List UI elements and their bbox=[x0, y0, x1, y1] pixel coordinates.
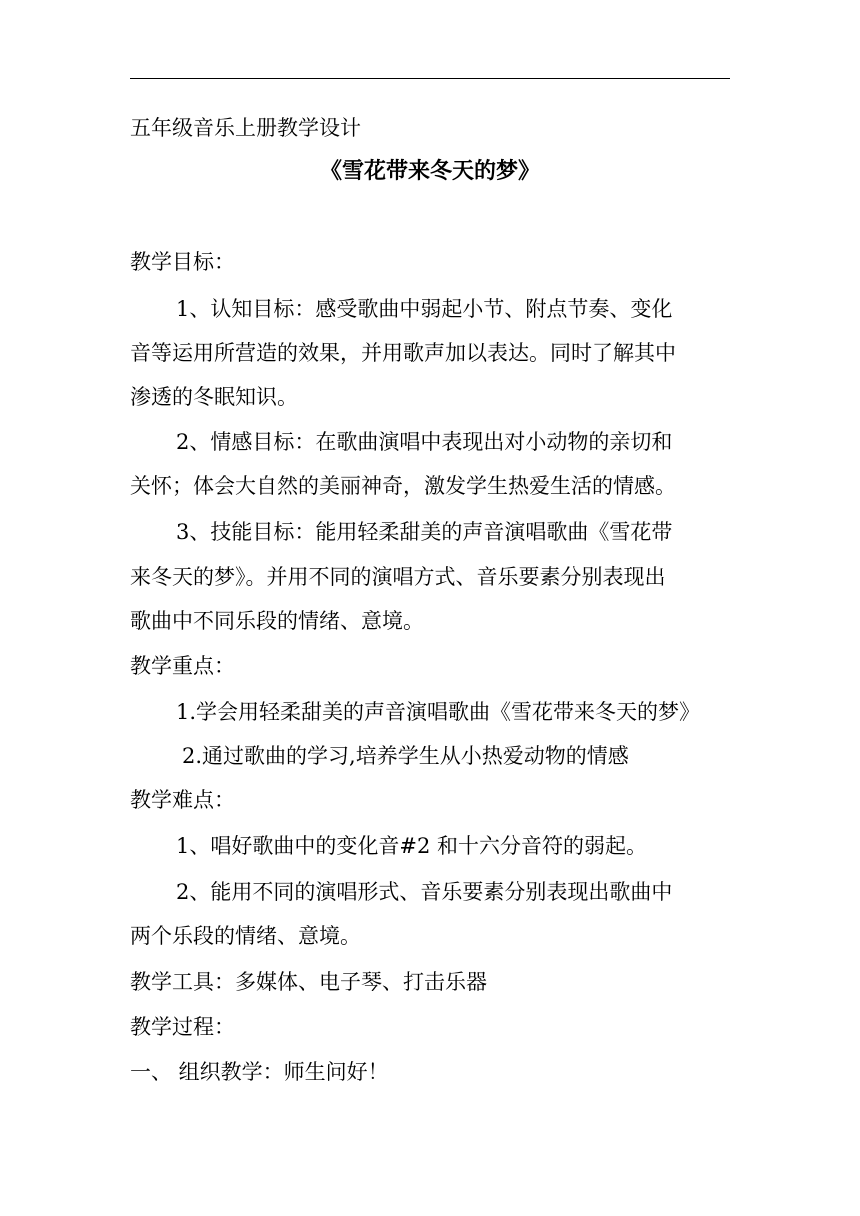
objective-1-line-2: 音等运用所营造的效果，并用歌声加以表达。同时了解其中 bbox=[130, 341, 676, 365]
objective-1-line-3: 渗透的冬眠知识。 bbox=[130, 385, 298, 409]
key-point-2: 2.通过歌曲的学习,培养学生从小热爱动物的情感 bbox=[182, 744, 629, 768]
objective-2-line-2: 关怀；体会大自然的美丽神奇，激发学生热爱生活的情感。 bbox=[130, 474, 676, 498]
objective-3-line-1: 3、技能目标：能用轻柔甜美的声音演唱歌曲《雪花带 bbox=[176, 520, 673, 544]
key-point-1: 1.学会用轻柔甜美的声音演唱歌曲《雪花带来冬天的梦》 bbox=[176, 700, 701, 724]
document-title: 《雪花带来冬天的梦》 bbox=[319, 158, 540, 184]
tools-line: 教学工具：多媒体、电子琴、打击乐器 bbox=[130, 970, 487, 994]
difficulty-2-line-2: 两个乐段的情绪、意境。 bbox=[130, 924, 361, 948]
objective-1-line-1: 1、认知目标：感受歌曲中弱起小节、附点节奏、变化 bbox=[176, 297, 673, 321]
difficulties-heading: 教学难点： bbox=[130, 788, 235, 812]
objectives-heading: 教学目标： bbox=[130, 250, 235, 274]
objective-3-line-2: 来冬天的梦》。并用不同的演唱方式、音乐要素分别表现出 bbox=[130, 565, 666, 589]
header-rule bbox=[130, 78, 730, 79]
key-points-heading: 教学重点： bbox=[130, 654, 235, 678]
objective-3-line-3: 歌曲中不同乐段的情绪、意境。 bbox=[130, 609, 424, 633]
process-heading: 教学过程： bbox=[130, 1015, 235, 1039]
process-step-1: 一、 组织教学：师生问好！ bbox=[130, 1060, 389, 1084]
document-subtitle: 五年级音乐上册教学设计 bbox=[130, 116, 361, 140]
difficulty-1-line-1: 1、唱好歌曲中的变化音#2 和十六分音符的弱起。 bbox=[176, 834, 647, 858]
objective-2-line-1: 2、情感目标：在歌曲演唱中表现出对小动物的亲切和 bbox=[176, 430, 673, 454]
difficulty-2-line-1: 2、能用不同的演唱形式、音乐要素分别表现出歌曲中 bbox=[176, 880, 673, 904]
